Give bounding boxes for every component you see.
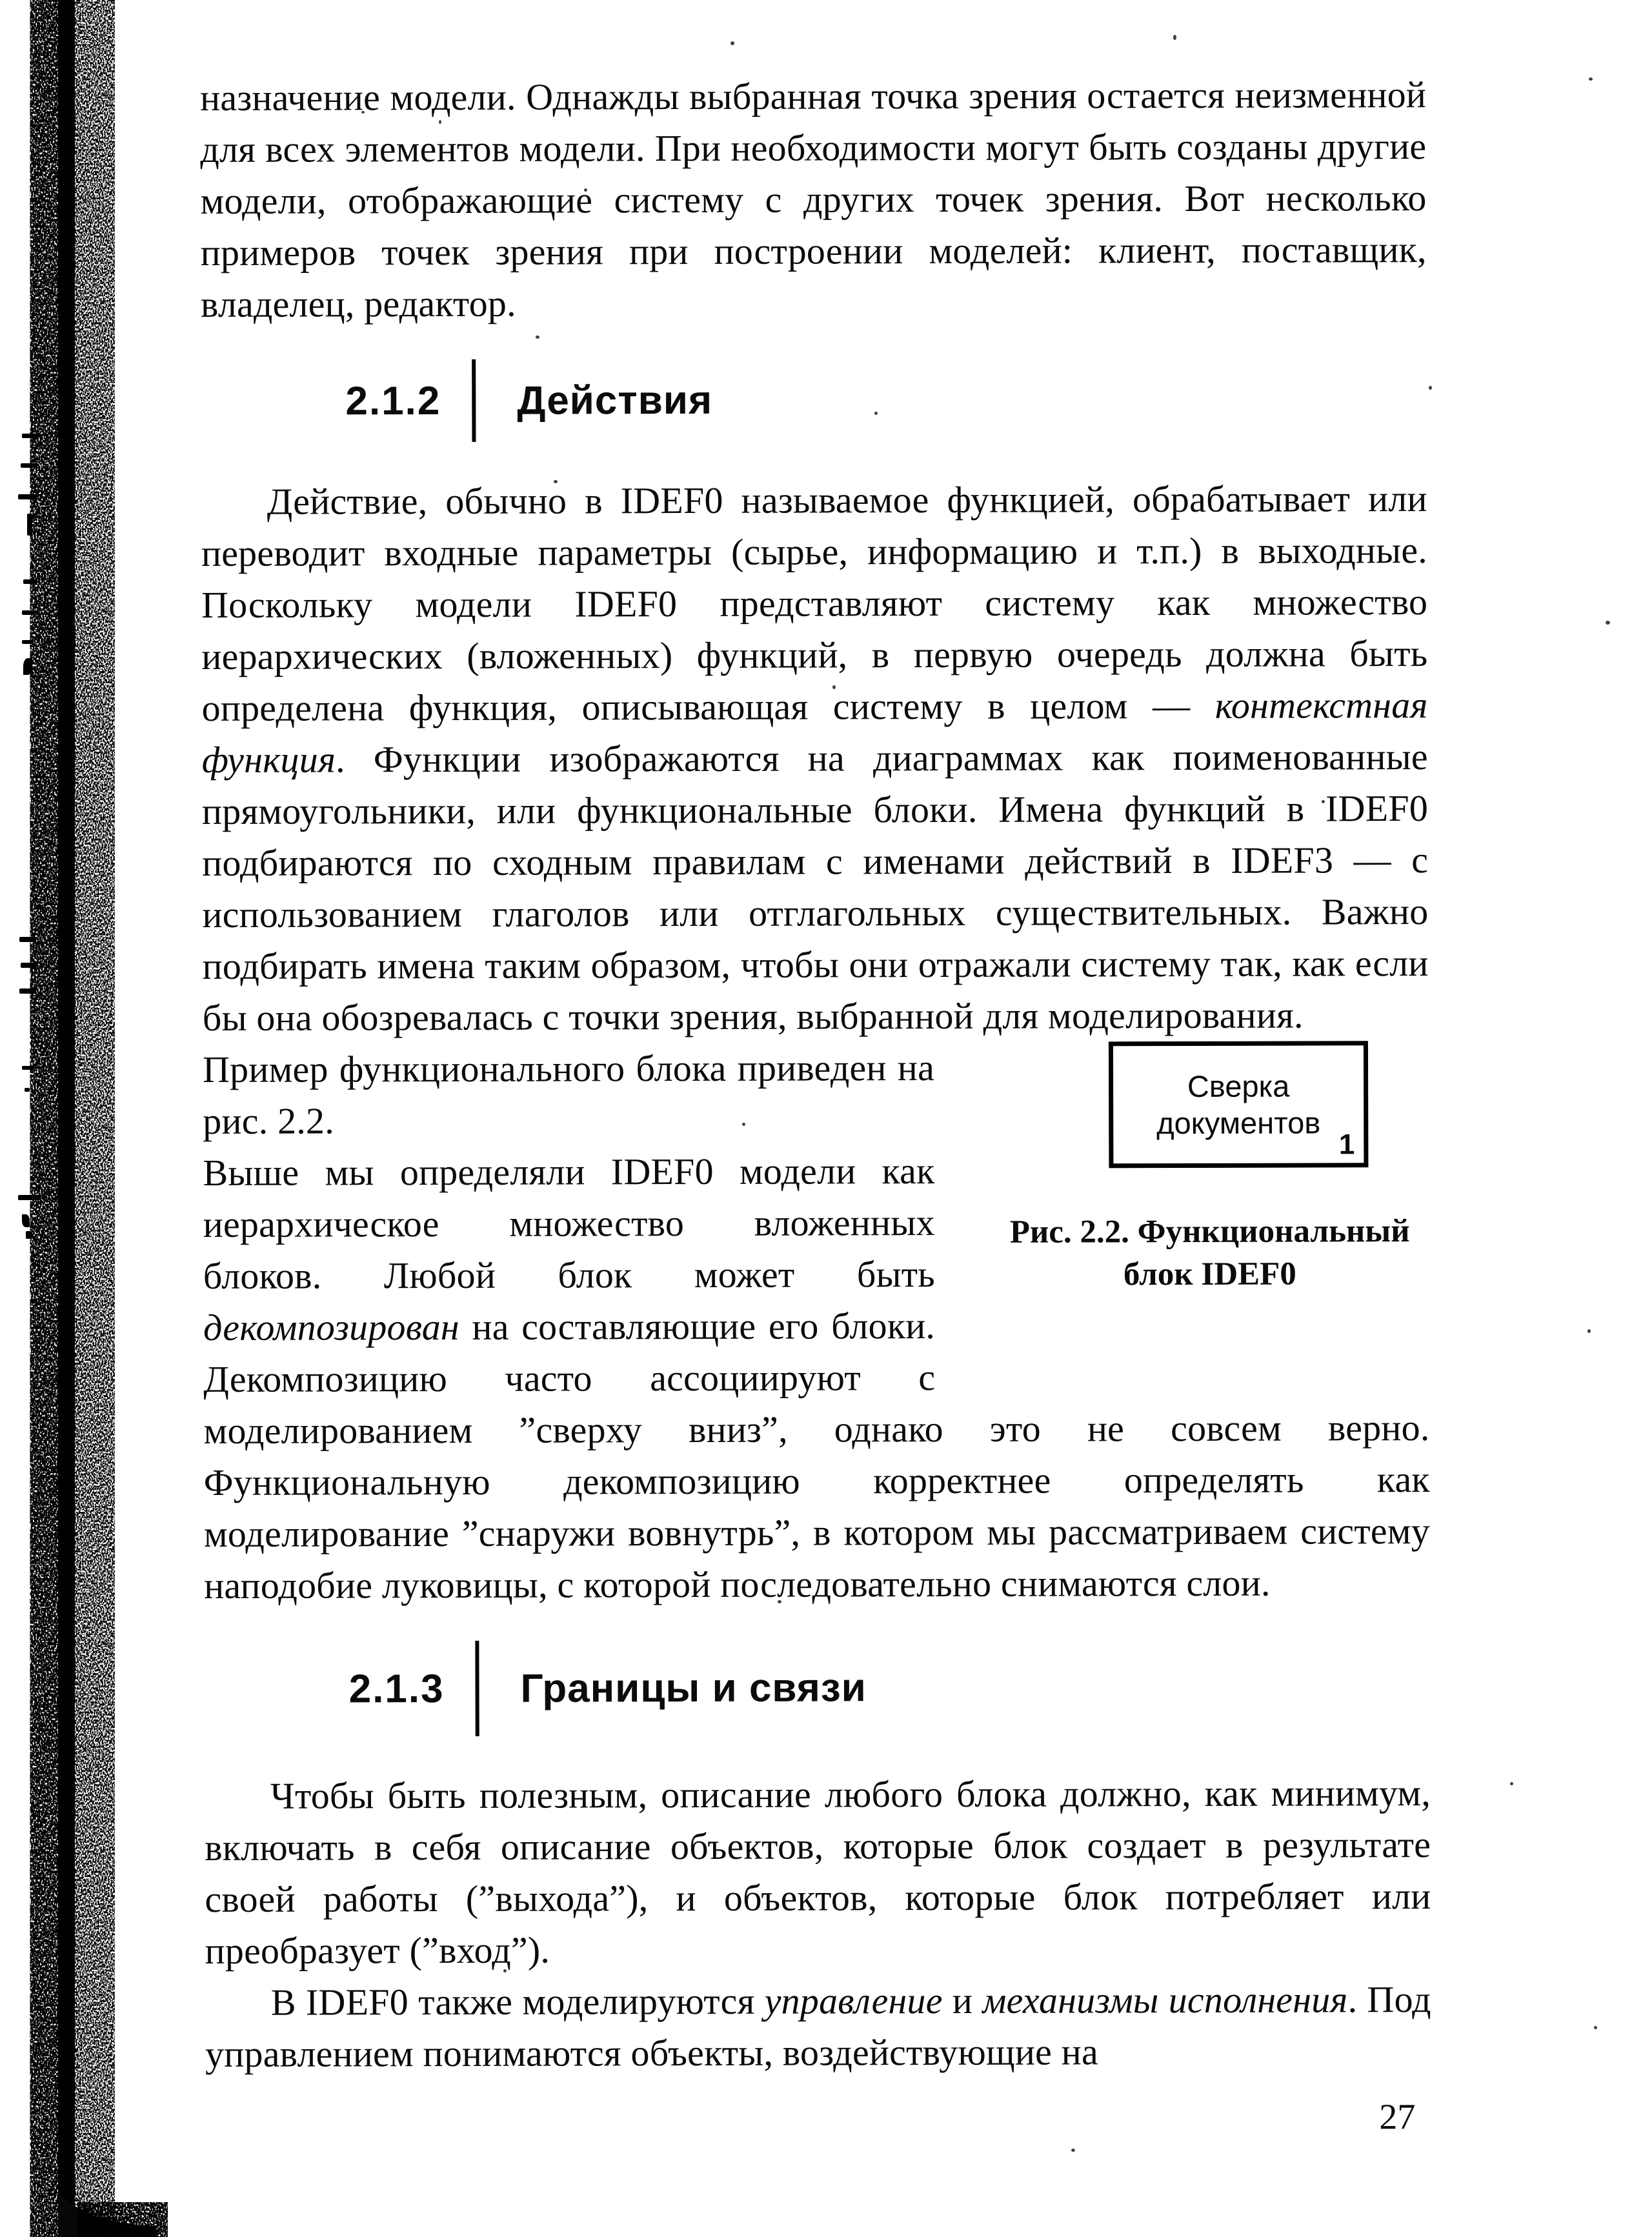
heading-rule [475,1641,479,1736]
function-block-label: Сверка документов [1156,1068,1321,1141]
section-heading-2-1-2 [201,357,1427,443]
paragraph-text: Действие, обычно в IDEF0 называемое функцией, обрабатывает или переводит входные параметры (сырье, информацию и т.п.) в выходные. Поскольку модели IDEF0 представляют систему как множество иерархических (вложенных) функций, в первую очередь должна быть определена функция, описывающая систему в целом — [201,477,1428,729]
section-title: Действия [517,377,713,423]
paragraph-text: Пример функционального блока приведен на рис. 2.2. [202,1047,935,1142]
noise-speck [1606,621,1610,625]
paragraph-text: и [942,1979,983,2021]
margin-mark [22,434,39,438]
margin-mark [19,988,36,994]
margin-mark [18,494,37,499]
function-block-number: 1 [1338,1129,1355,1161]
spine-speckle-left [36,0,66,2237]
scan-spine-shadow [0,0,168,2237]
section-heading-2-1-3 [204,1638,1430,1737]
heading-rule [472,359,476,442]
margin-mark [22,1214,30,1227]
spine-core [58,0,75,2237]
italic-term-control: управление [764,1979,943,2022]
figure-caption-text: Функциональный блок IDEF0 [1123,1213,1410,1293]
spine-bottom-curl [58,2191,156,2237]
margin-mark [23,579,37,584]
page-content [200,69,1431,2141]
margin-mark [23,658,32,675]
spine-bottom-speckle [90,2203,155,2237]
page-number: 27 [1379,2097,1416,2138]
section-title: Границы и связи [520,1665,867,1711]
noise-speck [1587,1329,1591,1333]
margin-mark [22,610,35,615]
spine-speckle-right [68,0,107,2237]
noise-speck [1510,1782,1513,1785]
section-number: 2.1.2 [345,378,441,423]
noise-speck [1429,386,1432,390]
paragraph-text: назначение модели. Однажды выбранная точка зрения остается неизменной для всех элементов модели. При необходимости могут быть созданы другие модели, отображающие систему с других точек зрения. Вот несколько примеров точек зрения при построении моделей: клиент, поставщик, владелец, редактор. [200,74,1427,325]
paragraph-text: . Функции изображаются на диаграммах как поименованные прямоугольники, или функциональные блоки. Имена функций в IDEF0 подбираются по сходным правилам с именами действий в IDEF3 — с использованием глаголов или отглагольных существительных. Важно подбирать имена таким образом, чтобы они отражали систему так, как если бы она обозревалась с точки зрения, выбранной для моделирования. [201,736,1429,1039]
margin-mark [19,937,36,942]
paragraph-actions [201,473,1429,1044]
noise-speck [1589,77,1593,81]
paragraph-text: . Под управлением понимаются объекты, воздействующие на [205,1978,1431,2075]
paragraph-text: В IDEF0 также моделируются [270,1980,765,2023]
paragraph-text: на составляющие его блоки. Декомпозицию часто ассоциируют с моделированием ”сверху вниз”, однако это не совсем верно. Функциональную декомпозицию корректнее определять как моделирование ”снаружи вовнутрь”, в котором мы рассматриваем систему наподобие луковицы, с которой последовательно снимаются слои. [203,1305,1431,1607]
margin-mark [26,1231,31,1239]
italic-term-decomposed: декомпозирован [203,1305,459,1349]
italic-term-mechanisms: механизмы исполнения [982,1978,1348,2021]
margin-mark [22,1066,34,1070]
margin-mark [25,1088,30,1092]
paragraph-controls [205,1974,1431,2080]
italic-term-context-function: контекстная функция [201,684,1428,781]
margin-mark [22,640,34,644]
paragraph-usefulness [205,1767,1431,1977]
section-number: 2.1.3 [348,1666,445,1711]
noise-speck [730,41,734,45]
noise-speck [1594,2026,1597,2029]
figure-caption-label: Рис. 2.2. [1009,1214,1130,1250]
function-block-box [1109,1041,1369,1168]
figure-caption [1003,1210,1416,1296]
margin-mark [18,1195,40,1200]
margin-mark [21,963,36,968]
paragraph-text: Выше мы определяли IDEF0 модели как иерархическое множество вложенных блоков. Любой блок может быть [203,1150,935,1297]
margin-mark [27,514,32,536]
paragraph-text: Чтобы быть полезным, описание любого блока должно, как минимум, включать в себя описание объектов, которые блок создает в результате своей работы (”выхода”), и объектов, которые блок потребляет или преобразует (”вход”). [205,1772,1431,1972]
paragraph-model-purpose [200,69,1427,330]
noise-speck [1173,35,1176,40]
margin-mark [21,463,37,468]
noise-speck [1071,2149,1075,2152]
figure-2-2 [958,1041,1429,1403]
